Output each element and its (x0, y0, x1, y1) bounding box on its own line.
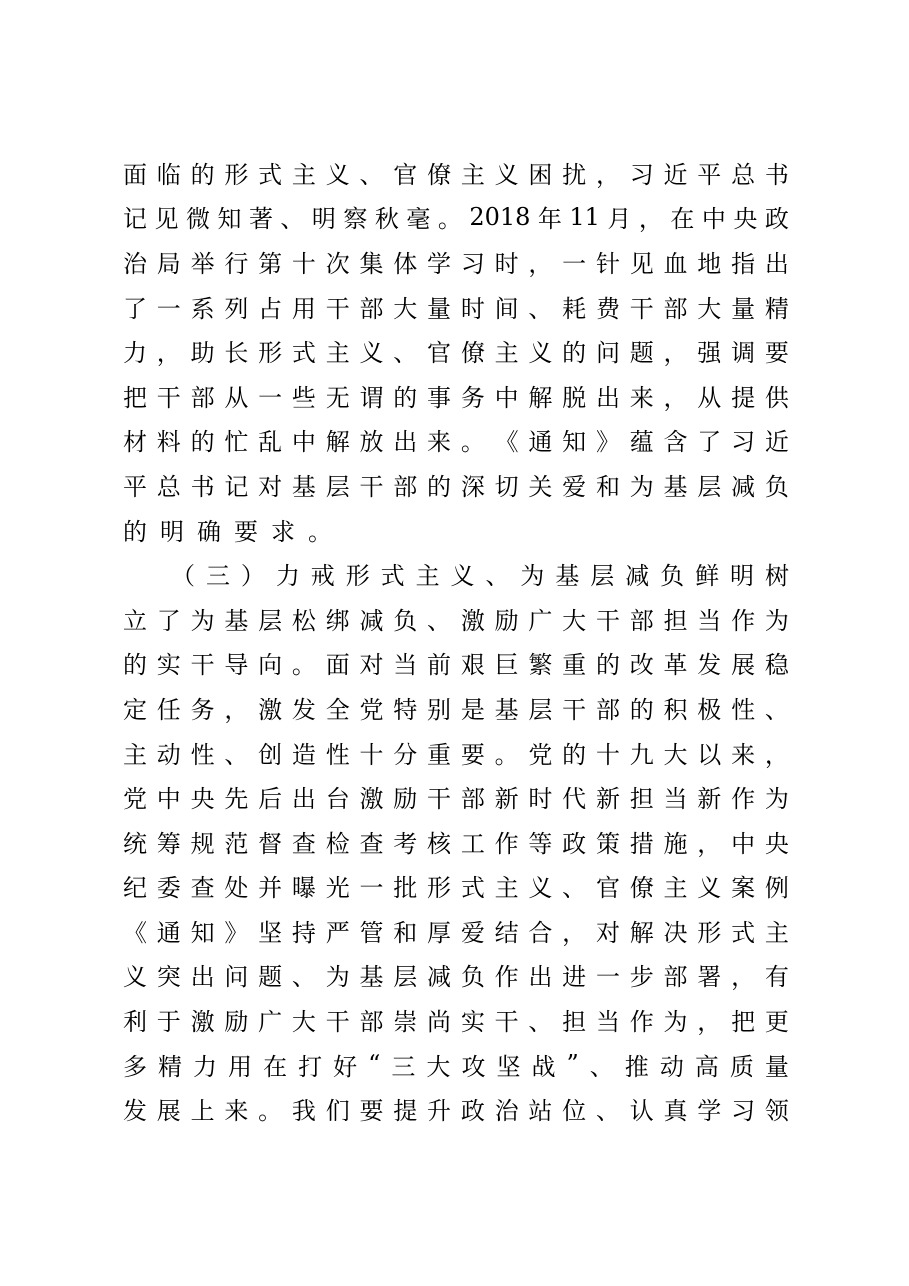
text-line: 治 局 举 行 第 十 次 集 体 学 习 时 ， 一 针 见 血 地 指 出 (123, 249, 789, 278)
text-line: 记 见 微 知 著 、 明 察 秋 毫 。 2018 年 11 月 ， 在 中 央 政 (123, 202, 789, 234)
text-line: 立 了 为 基 层 松 绑 减 负 、 激 励 广 大 干 部 担 当 作 为 (123, 606, 789, 635)
text-line: 材 料 的 忙 乱 中 解 放 出 来 。 《 通 知 》 蕴 含 了 习 近 (123, 428, 789, 457)
text-line: 党 中 央 先 后 出 台 激 励 干 部 新 时 代 新 担 当 新 作 为 (123, 785, 789, 814)
body-text (123, 150, 789, 1131)
text-line: 平 总 书 记 对 基 层 干 部 的 深 切 关 爱 和 为 基 层 减 负 (123, 472, 789, 501)
text-line: 的 实 干 导 向 。 面 对 当 前 艰 巨 繁 重 的 改 革 发 展 稳 (123, 651, 789, 680)
text-line: 主 动 性 、 创 造 性 十 分 重 要 。 党 的 十 九 大 以 来 ， (123, 740, 789, 769)
text-line: 面 临 的 形 式 主 义 、 官 僚 主 义 困 扰 ， 习 近 平 总 书 (123, 160, 789, 189)
text-line: 的 明 确 要 求 。 (123, 517, 345, 546)
text-line: 了 一 系 列 占 用 干 部 大 量 时 间 、 耗 费 干 部 大 量 精 (123, 294, 789, 323)
text-line: 《 通 知 》 坚 持 严 管 和 厚 爱 结 合 ， 对 解 决 形 式 主 (123, 918, 789, 947)
text-line: 把 干 部 从 一 些 无 谓 的 事 务 中 解 脱 出 来 ， 从 提 供 (123, 383, 789, 412)
text-line: 义 突 出 问 题 、 为 基 层 减 负 作 出 进 一 步 部 署 ， 有 (123, 963, 789, 992)
text-line: 利 于 激 励 广 大 干 部 崇 尚 实 干 、 担 当 作 为 ， 把 更 (123, 1008, 789, 1037)
text-line: 纪 委 查 处 并 曝 光 一 批 形 式 主 义 、 官 僚 主 义 案 例 (123, 874, 789, 903)
text-line: 多 精 力 用 在 打 好 “ 三 大 攻 坚 战 ” 、 推 动 高 质 量 (123, 1050, 789, 1081)
text-line: 发 展 上 来 。 我 们 要 提 升 政 治 站 位 、 认 真 学 习 领 (123, 1097, 789, 1126)
text-line: 定 任 务 ， 激 发 全 党 特 别 是 基 层 干 部 的 积 极 性 、 (123, 695, 789, 724)
text-line: 统 筹 规 范 督 查 检 查 考 核 工 作 等 政 策 措 施 ， 中 央 (123, 829, 789, 858)
text-line: （ 三 ） 力 戒 形 式 主 义 、 为 基 层 减 负 鲜 明 树 (171, 562, 789, 591)
text-line: 力 ， 助 长 形 式 主 义 、 官 僚 主 义 的 问 题 ， 强 调 要 (123, 339, 789, 368)
